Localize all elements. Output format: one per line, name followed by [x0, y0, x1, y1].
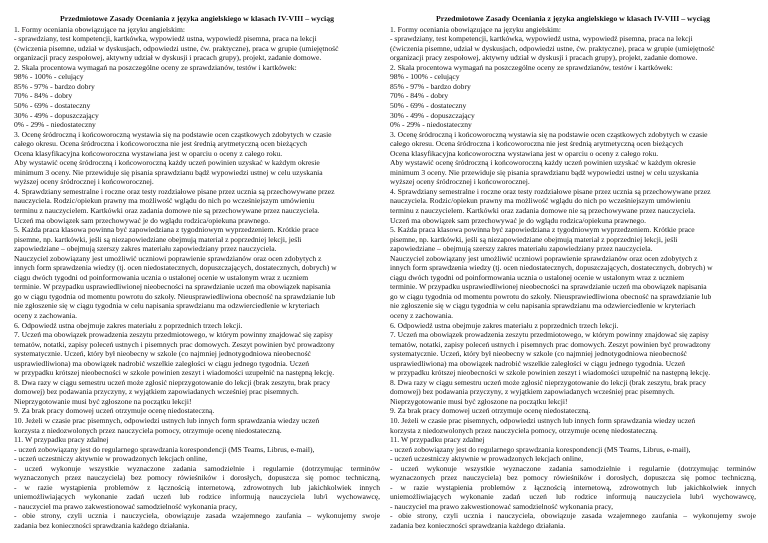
text-line: (ćwiczenia pisemne, udział w dyskusjach, odpowiedzi ustne, ćw. praktyczne), praca w grupie (umiejętność	[390, 43, 715, 53]
text-line: tematów, notatki, zapisy poleceń ustnych i pisemnych prac domowych. Zeszyt powinien być prowadzony	[390, 339, 711, 349]
text-line: 3. Ocenę śródroczną i końcoworoczną wystawia się na podstawie ocen cząstkowych zdobytych w czasie	[14, 129, 332, 139]
text-line: 50% - 69% - dostateczny	[390, 100, 467, 110]
text-line: 10. Jeżeli w czasie prac pisemnych, odpowiedzi ustnych lub innych form sprawdzania wiedzy uczeń	[14, 416, 320, 426]
text-line: 5. Każda praca klasowa powinna być zapowiedziana z tygodniowym wyprzedzeniem. Krótkie prace	[390, 225, 695, 235]
text-line: terminie. W przypadku usprawiedliwionej nieobecności na sprawdzianie uczeń ma obowiązek napisania	[390, 282, 707, 292]
text-line: w przypadku krótszej nieobecności w szkole powinien zeszyt i wiadomości uzupełnić na następną lekcję.	[390, 368, 711, 378]
text-line: pisemne, np. kartkówki, jeśli są niezapowiedziane obejmują materiał z poprzedniej lekcji, jeśli	[14, 234, 302, 244]
text-line: terminu z nauczycielem. Kartkówki oraz zadania domowe nie są przechowywane przez nauczyciela.	[14, 205, 320, 215]
text-line: ciągu dwóch tygodni od poinformowania ucznia o ustalonej ocenie w ustalonym wraz z uczniem	[390, 272, 685, 282]
document-title-copy: Przedmiotowe Zasady Oceniania z języka angielskiego w klasach IV-VIII – wyciąg	[435, 14, 711, 23]
text-line: 85% - 97% - bardzo dobry	[14, 81, 95, 91]
text-line: Ocena klasyfikacyjna końcoworoczna wystawiana jest w oparciu o oceny z całego roku.	[14, 148, 283, 158]
text-line: nie zgłoszenie się w ciągu tygodnia w celu napisania sprawdzianu ma odzwierciedlenie w kryteriach	[390, 301, 696, 311]
document-body-copy	[390, 25, 756, 531]
text-line: nauczyciela. Rodzic/opiekun prawny ma możliwość wglądu do nich po wcześniejszym umówieniu	[14, 196, 315, 206]
text-line: nauczyciela. Rodzic/opiekun prawny ma możliwość wglądu do nich po wcześniejszym umówieniu	[390, 196, 691, 206]
text-line: oceny z zachowania.	[390, 311, 454, 320]
text-line: go w ciągu tygodnia od momentu powrotu do szkoły. Nieusprawiedliwiona obecność na sprawdzianie lub	[390, 291, 712, 301]
text-line: - uczeń uczestniczy aktywnie w prowadzonych lekcjach online,	[14, 454, 208, 464]
text-line: domowej) bez podawania przyczyny, z wyjątkiem zapowiadanych wcześniej prac pisemnych.	[390, 387, 675, 397]
text-line: całego okresu. Ocena śródroczna i końcoworoczna nie jest średnią arytmetyczną ocen bieżących	[390, 139, 684, 149]
text-line: - uczeń zobowiązany jest do regularnego sprawdzania korespondencji (MS Teams, Librus, e-mail),	[14, 444, 315, 454]
text-line: organizacji pracy zespołowej, aktywny udział w dyskusji i pracach grupy), projekt, zadanie domowe.	[390, 53, 698, 63]
text-line: wyższej oceny śródrocznej i końcoworocznej.	[14, 177, 154, 187]
text-line: oceny z zachowania.	[14, 311, 78, 320]
text-line: terminie. W przypadku usprawiedliwionej nieobecności na sprawdzianie uczeń ma obowiązek napisania	[14, 282, 331, 292]
text-line: minimum 3 oceny. Nie przewiduje się pisania sprawdzianu bądź wypowiedzi ustnej w celu uzyskania	[390, 167, 699, 177]
text-line: 98% - 100% - celujący	[14, 72, 84, 82]
text-line: 8. Dwa razy w ciągu semestru uczeń może zgłosić nieprzygotowanie do lekcji (brak zeszytu, brak pracy	[14, 377, 331, 387]
text-line: pisemne, np. kartkówki, jeśli są niezapowiedziane obejmują materiał z poprzedniej lekcji, jeśli	[390, 234, 678, 244]
text-line: organizacji pracy zespołowej, aktywny udział w dyskusji i pracach grupy), projekt, zadanie domowe.	[14, 53, 322, 63]
text-line: w przypadku krótszej nieobecności w szkole powinien zeszyt i wiadomości uzupełnić na następną lekcję.	[14, 368, 335, 378]
text-line: uniemożliwiających wykonanie zadań uczeń lub rodzice informują nauczyciela lub/i wychowawcę,	[14, 492, 380, 502]
text-line: - obie strony, czyli ucznia i nauczyciela, obowiązuje zasada wzajemnego zaufania – wykonujemy swoje	[390, 511, 756, 521]
text-line: 4. Sprawdziany semestralne i roczne oraz testy rozdziałowe pisane przez ucznia są przechowywane przez	[14, 186, 335, 196]
text-line: Nauczyciel zobowiązany jest umożliwić uczniowi poprawienie sprawdzianów oraz ocen zdobytych z	[390, 253, 698, 263]
text-line: korzysta z niedozwolonych przez nauczyciela pomocy, otrzymuje ocenę niedostateczną.	[390, 425, 658, 435]
text-line: wyznaczonych przez nauczyciela) bez pomocy rówieśników i dorosłych, dopuszcza się pomoc techniczną,	[390, 473, 756, 483]
text-line: nie zgłoszenie się w ciągu tygodnia w celu napisania sprawdzianu ma odzwierciedlenie w kryteriach	[14, 301, 320, 311]
text-line: Ocena klasyfikacyjna końcoworoczna wystawiana jest w oparciu o oceny z całego roku.	[390, 148, 659, 158]
right-column	[390, 14, 756, 543]
text-line: 6. Odpowiedź ustna obejmuje zakres materiału z poprzednich trzech lekcji.	[390, 320, 619, 330]
text-line: 70% - 84% - dobry	[14, 91, 73, 101]
text-line: Uczeń ma obowiązek sam przechowywać je do wglądu rodzica/opiekuna prawnego.	[390, 215, 646, 225]
text-line: zapowiedziane – obejmują szerszy zakres materiału zapowiedziany przez nauczyciela.	[390, 244, 653, 254]
text-line: terminu z nauczycielem. Kartkówki oraz zadania domowe nie są przechowywane przez nauczyciela.	[390, 205, 696, 215]
text-line: 50% - 69% - dostateczny	[14, 100, 91, 110]
text-line: 85% - 97% - bardzo dobry	[390, 81, 471, 91]
text-line: 10. Jeżeli w czasie prac pisemnych, odpowiedzi ustnych lub innych form sprawdzania wiedzy uczeń	[390, 416, 696, 426]
document-body	[14, 25, 380, 531]
text-line: - sprawdziany, test kompetencji, kartkówka, wypowiedź ustna, wypowiedź pisemna, praca na lekcji	[390, 34, 693, 44]
text-line: 0% - 29% - niedostateczny	[14, 120, 96, 130]
text-line: zapowiedziane – obejmują szerszy zakres materiału zapowiedziany przez nauczyciela.	[14, 244, 277, 254]
text-line: zadania bez konieczności sprawdzania każdego działania.	[14, 521, 190, 531]
text-line: 3. Ocenę śródroczną i końcoworoczną wystawia się na podstawie ocen cząstkowych zdobytych w czasie	[390, 129, 708, 139]
text-line: Nauczyciel zobowiązany jest umożliwić uczniowi poprawienie sprawdzianów oraz ocen zdobytych z	[14, 253, 322, 263]
text-line: 30% - 49% - dopuszczający	[14, 110, 99, 120]
text-line: 11. W przypadku pracy zdalnej	[14, 435, 109, 445]
text-line: Aby wystawić ocenę śródroczną i końcoworoczną każdy uczeń powinien uzyskać w każdym okresie	[390, 158, 696, 168]
text-line: całego okresu. Ocena śródroczna i końcoworoczna nie jest średnią arytmetyczną ocen bieżących	[14, 139, 308, 149]
text-line: 6. Odpowiedź ustna obejmuje zakres materiału z poprzednich trzech lekcji.	[14, 320, 243, 330]
text-line: tematów, notatki, zapisy poleceń ustnych i pisemnych prac domowych. Zeszyt powinien być prowadzony	[14, 339, 335, 349]
text-line: 9. Za brak pracy domowej uczeń otrzymuje ocenę niedostateczną.	[390, 406, 591, 416]
text-line: systematycznie. Uczeń, który był nieobecny w szkole (co najmniej jednotygodniowa nieobecność	[14, 349, 311, 359]
text-line: - nauczyciel ma prawo zakwestionować samodzielność wykonania pracy,	[390, 501, 614, 511]
text-line: zadania bez konieczności sprawdzania każdego działania.	[390, 521, 566, 531]
text-line: domowej) bez podawania przyczyny, z wyjątkiem zapowiadanych wcześniej prac pisemnych.	[14, 387, 299, 397]
text-line: wyznaczonych przez nauczyciela) bez pomocy rówieśników i dorosłych, dopuszcza się pomoc techniczną,	[14, 473, 380, 483]
text-line: 98% - 100% - celujący	[390, 72, 460, 82]
text-line: uniemożliwiających wykonanie zadań uczeń lub rodzice informują nauczyciela lub/i wychowawcę,	[390, 492, 756, 502]
text-line: usprawiedliwiona) ma obowiązek nadrobić wszelkie zaległości w ciągu jednego tygodnia. Uczeń	[390, 358, 685, 368]
text-line: - uczeń zobowiązany jest do regularnego sprawdzania korespondencji (MS Teams, Librus, e-mail),	[390, 444, 691, 454]
text-line: systematycznie. Uczeń, który był nieobecny w szkole (co najmniej jednotygodniowa nieobecność	[390, 349, 687, 359]
text-line: korzysta z niedozwolonych przez nauczyciela pomocy, otrzymuje ocenę niedostateczną.	[14, 425, 282, 435]
text-line: 8. Dwa razy w ciągu semestru uczeń może zgłosić nieprzygotowanie do lekcji (brak zeszytu, brak pracy	[390, 377, 707, 387]
text-line: - uczeń uczestniczy aktywnie w prowadzonych lekcjach online,	[390, 454, 584, 464]
text-line: 1. Formy oceniania obowiązujące na języku angielskim:	[14, 24, 186, 34]
text-line: 70% - 84% - dobry	[390, 91, 449, 101]
text-line: - uczeń wykonuje wszystkie wyznaczone zadania samodzielnie i regularnie (dotrzymując terminów	[14, 463, 380, 473]
text-line: ciągu dwóch tygodni od poinformowania ucznia o ustalonej ocenie w ustalonym wraz z uczniem	[14, 272, 309, 282]
text-line: wyższej oceny śródrocznej i końcoworocznej.	[390, 177, 530, 187]
text-line: Nieprzygotowanie musi być zgłoszone na początku lekcji!	[390, 396, 568, 406]
text-line: (ćwiczenia pisemne, udział w dyskusjach, odpowiedzi ustne, ćw. praktyczne), praca w grupie (umiejętność	[14, 43, 339, 53]
text-line: 7. Uczeń ma obowiązek prowadzenia zeszytu przedmiotowego, w którym powinny znajdować się zapisy	[14, 330, 333, 340]
text-line: 1. Formy oceniania obowiązujące na języku angielskim:	[390, 24, 562, 34]
text-line: 7. Uczeń ma obowiązek prowadzenia zeszytu przedmiotowego, w którym powinny znajdować się zapisy	[390, 330, 709, 340]
text-line: - w razie wystąpienia problemów z łącznością internetową, zdrowotnych lub jakichkolwiek innych	[14, 482, 380, 492]
text-line: 2. Skala procentowa wymagań na poszczególne oceny ze sprawdzianów, testów i kartkówek:	[390, 62, 673, 72]
text-line: Uczeń ma obowiązek sam przechowywać je do wglądu rodzica/opiekuna prawnego.	[14, 215, 270, 225]
text-line: usprawiedliwiona) ma obowiązek nadrobić wszelkie zaległości w ciągu jednego tygodnia. Uczeń	[14, 358, 309, 368]
text-line: 11. W przypadku pracy zdalnej	[390, 435, 485, 445]
text-line: 0% - 29% - niedostateczny	[390, 120, 472, 130]
text-line: 5. Każda praca klasowa powinna być zapowiedziana z tygodniowym wyprzedzeniem. Krótkie prace	[14, 225, 319, 235]
text-line: - obie strony, czyli ucznia i nauczyciela, obowiązuje zasada wzajemnego zaufania – wykonujemy swoje	[14, 511, 380, 521]
text-line: innych form sprawdzenia wiedzy (tj. ocen niedostatecznych, dopuszczających, dostatecznych, dobrych) w	[14, 263, 337, 273]
text-line: - w razie wystąpienia problemów z łącznością internetową, zdrowotnych lub jakichkolwiek innych	[390, 482, 756, 492]
text-line: 9. Za brak pracy domowej uczeń otrzymuje ocenę niedostateczną.	[14, 406, 215, 416]
text-line: - sprawdziany, test kompetencji, kartkówka, wypowiedź ustna, wypowiedź pisemna, praca na lekcji	[14, 34, 317, 44]
text-line: 30% - 49% - dopuszczający	[390, 110, 475, 120]
text-line: Aby wystawić ocenę śródroczną i końcoworoczną każdy uczeń powinien uzyskać w każdym okresie	[14, 158, 320, 168]
left-column	[14, 14, 380, 543]
text-line: 4. Sprawdziany semestralne i roczne oraz testy rozdziałowe pisane przez ucznia są przechowywane przez	[390, 186, 711, 196]
text-line: Nieprzygotowanie musi być zgłoszone na początku lekcji!	[14, 396, 192, 406]
text-line: 2. Skala procentowa wymagań na poszczególne oceny ze sprawdzianów, testów i kartkówek:	[14, 62, 297, 72]
text-line: minimum 3 oceny. Nie przewiduje się pisania sprawdzianu bądź wypowiedzi ustnej w celu uzyskania	[14, 167, 323, 177]
text-line: - uczeń wykonuje wszystkie wyznaczone zadania samodzielnie i regularnie (dotrzymując terminów	[390, 463, 756, 473]
document-title: Przedmiotowe Zasady Oceniania z języka angielskiego w klasach IV-VIII – wyciąg	[59, 14, 335, 23]
text-line: innych form sprawdzenia wiedzy (tj. ocen niedostatecznych, dopuszczających, dostatecznych, dobrych) w	[390, 263, 713, 273]
text-line: go w ciągu tygodnia od momentu powrotu do szkoły. Nieusprawiedliwiona obecność na sprawdzianie lub	[14, 291, 336, 301]
text-line: - nauczyciel ma prawo zakwestionować samodzielność wykonania pracy,	[14, 501, 238, 511]
